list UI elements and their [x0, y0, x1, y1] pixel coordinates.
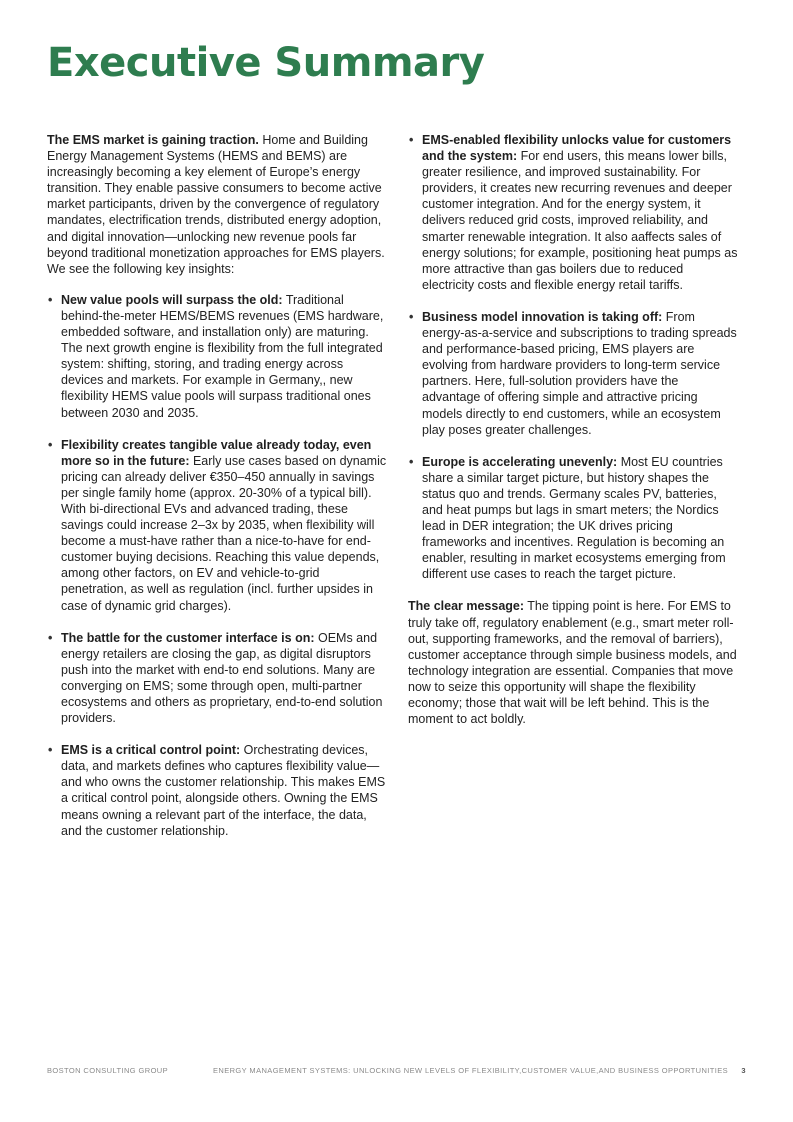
bullet-text: From energy-as-a-service and subscriptions to trading spreads and performance-based pricing, EMS players are evolving from hardware providers to long-term service partners. Here, full-solution providers have the advantage of offering simple and attractive pricing models directly to end customers, while an ecosystem play poses greater challenges. — [422, 309, 737, 437]
bullet-text: OEMs and energy retailers are closing the gap, as digital disruptors push into the market with end-to end solutions. Many are converging on EMS; some through open, multi-partner ecosystems and others as proprietary, end-to-end solution providers. — [61, 630, 383, 726]
bullet-item — [47, 742, 387, 839]
bullet-icon: • — [409, 454, 414, 469]
bullet-item — [408, 132, 738, 293]
conclusion-text: The tipping point is here. For EMS to truly take off, regulatory enablement (e.g., smart meter roll-out, supporting frameworks, and the removal of barriers), customer acceptance through simple business models, and technology integration are essential. Companies that move now to seize this opportunity will shape the flexibility economy; those that wait will be left behind. This is the moment to act boldly. — [408, 599, 737, 727]
bullet-text: Most EU countries share a similar target picture, but history shapes the status quo and trends. Germany scales PV, batteries, and heat pumps but lags in smart meters; the Nordics lead in DER integration; the UK drives pricing frameworks and incentives. Regulation is becoming an enabler, resulting in market ecosystems emerging from different use cases to reach the target picture. — [422, 454, 726, 582]
bullet-text: Early use cases based on dynamic pricing can already deliver €350–450 annually in savings per single family home (approx. 20-30% of a typical bill). With bi-directional EVs and advanced trading, these savings could increase 2–3x by 2035, when flexibility will become a must-have rather than a nice-to-have for end-customer buying decisions. Reaching this value depends, among other factors, on EV and vehicle-to-grid penetration, as well as regulation (incl. further upsides in case of dynamic grid charges). — [61, 453, 387, 613]
bullet-item — [47, 630, 387, 727]
bullet-text: Traditional behind-the-meter HEMS/BEMS revenues (EMS hardware, embedded software, and installation only) are maturing. The next growth engine is flexibility from the full integrated system: shifting, storing, and trading energy across devices and markets. For example in Germany,, new flexibility HEMS value pools will surpass traditional ones between 2030 and 2035. — [61, 292, 384, 420]
left-column — [47, 132, 387, 855]
intro-paragraph — [47, 132, 387, 277]
footer-page-number: 3 — [741, 1066, 746, 1075]
bullet-lead: EMS is a critical control point: — [61, 743, 241, 758]
right-bullet-list — [408, 132, 738, 582]
bullet-lead: Europe is accelerating unevenly: — [422, 454, 618, 469]
bullet-item — [47, 292, 387, 421]
intro-text: Home and Building Energy Management Systems (HEMS and BEMS) are increasingly becoming a key element of Europe’s energy transition. They enable passive consumers to become active market participants, driven by the convergence of regulatory mandates, electrification trends, distributed energy adoption, and digital innovation—unlocking new revenue pools far beyond traditional monetization approaches for EMS players. We see the following key insights: — [47, 133, 385, 276]
bullet-lead: Business model innovation is taking off: — [422, 309, 663, 324]
bullet-item — [408, 309, 738, 438]
left-bullet-list — [47, 292, 387, 839]
conclusion-paragraph — [408, 598, 738, 727]
bullet-text: Orchestrating devices, data, and markets defines who captures flexibility value—and who owns the customer relationship. This makes EMS a critical control point, alongside others. Owning the EMS means owning a relevant part of the interface, the data, and the customer relationship. — [61, 743, 386, 838]
footer-organization: BOSTON CONSULTING GROUP — [47, 1066, 169, 1075]
bullet-icon: • — [48, 437, 53, 452]
right-column — [408, 132, 738, 727]
bullet-lead: Flexibility creates tangible value already today, even more so in the future: — [61, 437, 372, 468]
bullet-lead: New value pools will surpass the old: — [61, 292, 283, 307]
bullet-text: For end users, this means lower bills, greater resilience, and improved sustainability. For providers, it creates new recurring revenues and deeper customer integration. And for the energy system, it delivers reduced grid costs, improved reliability, and smarter renewable integration. It also aaffects sales of energy solutions; for example, positioning heat pumps as more attractive than gas boilers due to reduced electricity costs and flexible energy retail tariffs. — [422, 149, 738, 292]
bullet-icon: • — [48, 743, 53, 758]
bullet-item — [408, 454, 738, 583]
bullet-lead: EMS-enabled flexibility unlocks value for customers and the system: — [422, 133, 732, 164]
bullet-icon: • — [409, 309, 414, 324]
page-title: Executive Summary — [47, 40, 485, 86]
bullet-lead: The battle for the customer interface is on: — [61, 630, 315, 645]
bullet-item — [47, 437, 387, 614]
conclusion-lead: The clear message: — [408, 599, 525, 614]
bullet-icon: • — [409, 133, 414, 147]
footer-report-title: ENERGY MANAGEMENT SYSTEMS: UNLOCKING NEW LEVELS OF FLEXIBILITY,CUSTOMER VALUE,AND BUSINESS OPPORTUNITIES — [213, 1066, 729, 1075]
bullet-icon: • — [48, 292, 53, 307]
intro-lead: The EMS market is gaining traction. — [47, 133, 259, 147]
bullet-icon: • — [48, 630, 53, 645]
